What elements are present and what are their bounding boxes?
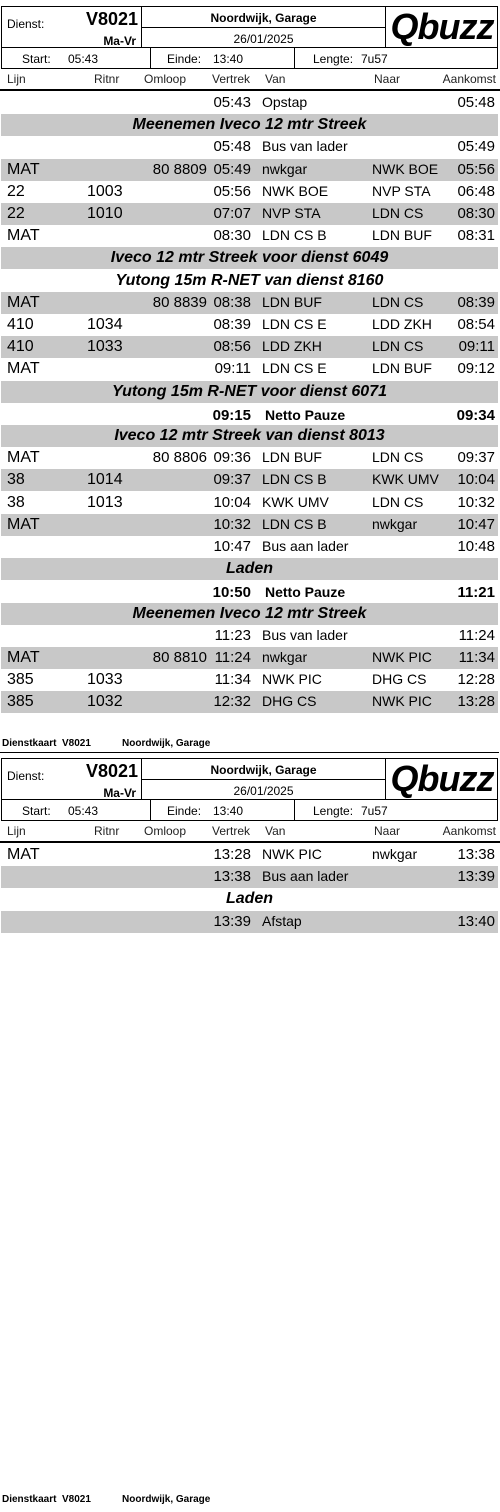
section-heading: Yutong 15m R-NET van dienst 8160 [115,271,384,289]
line-cell: 410 [7,316,34,333]
lengte-value: 7u57 [361,804,388,818]
dienst-label: Dienst: [7,17,45,31]
departure-time: 10:47 [213,538,251,555]
dienst-label: Dienst: [7,769,45,783]
trip-number-cell: 1010 [87,205,123,222]
footer-location: Noordwijk, Garage [122,738,211,749]
section-heading: Iveco 12 mtr Streek van dienst 8013 [1,425,498,447]
from-cell: LDN CS E [262,360,327,377]
departure-time: 10:04 [213,493,251,511]
footer-label: Dienstkaart [2,738,57,749]
arrival-time: 11:24 [458,626,495,644]
trip-row [1,514,498,536]
to-cell: DHG CS [372,671,427,688]
col-aankomst: Aankomst [442,72,496,86]
line-cell: 38 [7,493,25,511]
line-cell: 22 [7,205,25,222]
arrival-time: 12:28 [457,671,495,689]
trip-row [1,358,498,380]
departure-time: 05:43 [213,94,251,111]
departure-time: 13:28 [213,846,251,863]
departure-time: 09:37 [213,471,251,489]
departure-time: 08:56 [213,338,251,356]
to-cell: LDN BUF [372,360,432,377]
footer-label: Dienstkaart [2,1494,57,1505]
lengte-label: Lengte: [313,804,354,818]
trip-row [1,669,498,691]
from-cell: Afstap [262,912,302,929]
trip-number-cell: 1014 [87,471,123,489]
trip-number-cell: 1013 [87,493,123,511]
trip-row [1,866,498,888]
arrival-time: 11:21 [457,584,495,602]
col-omloop: Omloop [144,824,187,838]
arrival-time: 05:56 [457,160,495,178]
departure-time: 11:34 [214,671,251,689]
to-cell: LDN CS [372,449,424,466]
line-cell: MAT [7,846,40,863]
arrival-time: 09:11 [458,338,495,356]
departure-time: 09:15 [212,406,251,424]
block-cell: 80 8839 [152,293,207,311]
col-vertrek: Vertrek [212,72,251,86]
page-divider [0,752,499,753]
from-cell: LDN CS B [262,471,327,488]
garage-location: Noordwijk, Garage [210,763,317,777]
col-naar: Naar [374,824,401,838]
line-cell: MAT [7,293,40,311]
to-cell: NVP STA [372,182,431,199]
line-cell: MAT [7,360,40,378]
trip-row [1,92,498,114]
from-cell: Bus van lader [262,626,348,643]
start-label: Start: [22,804,51,818]
duty-header [1,758,498,800]
arrival-time: 10:48 [457,538,495,555]
col-vertrek: Vertrek [212,824,251,838]
block-cell: 80 8809 [152,160,207,178]
line-cell: MAT [7,649,40,666]
dienst-code: V8021 [85,761,138,781]
start-label: Start: [22,52,51,66]
to-cell: LDN CS [372,205,424,221]
departure-time: 08:30 [213,227,251,245]
to-cell: NWK BOE [372,160,439,177]
line-cell: 385 [7,693,34,711]
to-cell: LDD ZKH [372,316,432,332]
arrival-time: 08:54 [457,316,495,333]
line-cell: MAT [7,515,40,533]
pause-row [1,580,498,602]
section-heading: Iveco 12 mtr Streek voor dienst 6049 [1,247,498,269]
arrival-time: 08:31 [457,227,495,245]
departure-time: 05:48 [213,138,251,156]
arrival-time: 05:49 [457,138,495,156]
from-cell: nwkgar [262,160,308,177]
departure-time: 08:38 [213,293,251,311]
start-time: 05:43 [68,804,99,818]
line-cell: 385 [7,671,34,689]
from-cell: LDN CS B [262,515,327,532]
arrival-time: 13:28 [457,693,495,711]
start-time: 05:43 [68,52,99,66]
departure-time: 10:50 [212,584,251,602]
trip-number-cell: 1003 [87,182,123,200]
column-header [1,70,498,88]
from-cell: LDN BUF [262,293,322,310]
line-cell: MAT [7,160,40,178]
from-cell: LDD ZKH [262,338,322,355]
lengte-label: Lengte: [313,52,354,66]
departure-time: 11:23 [214,626,251,644]
col-lijn: Lijn [7,824,26,838]
garage-location: Noordwijk, Garage [210,11,317,25]
from-cell: NWK PIC [262,671,322,688]
to-cell: LDN CS [372,293,424,310]
from-cell: LDN BUF [262,449,322,466]
trip-number-cell: 1033 [87,338,123,356]
line-cell: 22 [7,182,25,200]
trip-number-cell: 1032 [87,693,123,711]
arrival-time: 10:04 [457,471,495,489]
departure-time: 07:07 [213,205,251,222]
arrival-time: 13:40 [457,912,495,930]
from-cell: Bus van lader [262,138,348,155]
to-cell: nwkgar [372,846,418,862]
section-heading: Laden [225,890,274,908]
departure-time: 11:24 [214,649,251,666]
to-cell: nwkgar [372,515,418,532]
lengte-value: 7u57 [361,52,388,66]
from-cell: NWK PIC [262,846,322,862]
arrival-time: 10:47 [457,515,495,533]
arrival-time: 10:32 [457,493,495,511]
section-heading: Meenemen Iveco 12 mtr Streek [1,603,498,625]
block-cell: 80 8810 [152,649,207,666]
dienst-code: V8021 [85,9,138,29]
arrival-time: 13:39 [457,868,495,886]
departure-time: 10:32 [213,515,251,533]
section-heading: Yutong 15m R-NET voor dienst 6071 [1,381,498,403]
trip-row [1,469,498,491]
from-cell: NVP STA [262,205,321,221]
block-cell: 80 8806 [152,449,207,467]
trip-number-cell: 1033 [87,671,123,689]
departure-time: 05:56 [213,182,251,200]
trip-row [1,625,498,647]
trip-row [1,292,498,314]
departure-time: 08:39 [213,316,251,333]
col-van: Van [265,824,286,838]
trip-row [1,492,498,514]
trip-row [1,911,498,933]
einde-time: 13:40 [213,52,244,66]
col-naar: Naar [374,72,401,86]
arrival-time: 08:39 [457,293,495,311]
service-days: Ma-Vr [103,786,136,800]
to-cell: NWK PIC [372,649,432,665]
line-cell: MAT [7,227,40,245]
trip-row [1,314,498,336]
trip-row [1,136,498,158]
arrival-time: 06:48 [457,182,495,200]
trip-number-cell: 1034 [87,316,123,333]
departure-time: 12:32 [213,693,251,711]
footer-location: Noordwijk, Garage [122,1494,211,1505]
einde-label: Einde: [167,52,202,66]
from-cell: LDN CS B [262,227,327,244]
col-ritnr: Ritnr [94,824,120,838]
to-cell: NWK PIC [372,693,432,710]
trip-row [1,225,498,247]
duty-card-page-1 [0,0,500,752]
footer-code: V8021 [62,1494,91,1505]
arrival-time: 05:48 [457,94,495,111]
from-cell: LDN CS E [262,316,327,332]
from-cell: NWK BOE [262,182,329,199]
departure-time: 13:38 [213,868,251,886]
qbuzz-logo: Qbuzz [390,758,494,799]
footer-code: V8021 [62,738,91,749]
trip-row [1,447,498,469]
pause-row [1,403,498,425]
to-cell: LDN CS [372,338,424,355]
trip-row [1,647,498,669]
to-cell: KWK UMV [372,471,439,488]
duty-times-bar [1,799,498,821]
qbuzz-logo: Qbuzz [390,6,494,47]
col-van: Van [265,72,286,86]
line-cell: MAT [7,449,40,467]
einde-label: Einde: [167,804,202,818]
from-cell: DHG CS [262,693,317,710]
arrival-time: 09:34 [456,406,495,424]
to-cell: LDN BUF [372,227,432,244]
col-lijn: Lijn [7,72,26,86]
arrival-time: 09:37 [457,449,495,467]
service-days: Ma-Vr [103,34,136,48]
trip-row [1,691,498,713]
to-cell: LDN CS [372,493,424,510]
line-cell: 38 [7,471,25,489]
departure-time: 05:49 [213,160,251,178]
activity-label: Netto Pauze [265,406,346,423]
trip-row [1,159,498,181]
trip-row [1,203,498,225]
duty-date: 26/01/2025 [233,32,294,46]
column-header [1,822,498,840]
trip-row [1,181,498,203]
from-cell: nwkgar [262,649,308,665]
arrival-time: 08:30 [457,205,495,222]
trip-row [1,844,498,866]
section-heading: Meenemen Iveco 12 mtr Streek [1,114,498,136]
departure-time: 13:39 [213,912,251,930]
from-cell: KWK UMV [262,493,329,510]
duty-date: 26/01/2025 [233,784,294,798]
col-ritnr: Ritnr [94,72,120,86]
from-cell: Bus aan lader [262,538,349,554]
duty-header [1,6,498,48]
departure-time: 09:36 [213,449,251,467]
trip-row [1,336,498,358]
from-cell: Bus aan lader [262,868,349,885]
section-heading: Laden [1,558,498,580]
line-cell: 410 [7,338,34,356]
departure-time: 09:11 [214,360,251,378]
activity-label: Netto Pauze [265,584,346,601]
arrival-time: 11:34 [458,649,495,666]
duty-times-bar [1,47,498,69]
col-omloop: Omloop [144,72,187,86]
trip-row [1,536,498,558]
einde-time: 13:40 [213,804,244,818]
col-aankomst: Aankomst [442,824,496,838]
arrival-time: 13:38 [457,846,495,863]
from-cell: Opstap [262,94,308,110]
arrival-time: 09:12 [457,360,495,378]
duty-card-page-2 [0,752,500,1512]
